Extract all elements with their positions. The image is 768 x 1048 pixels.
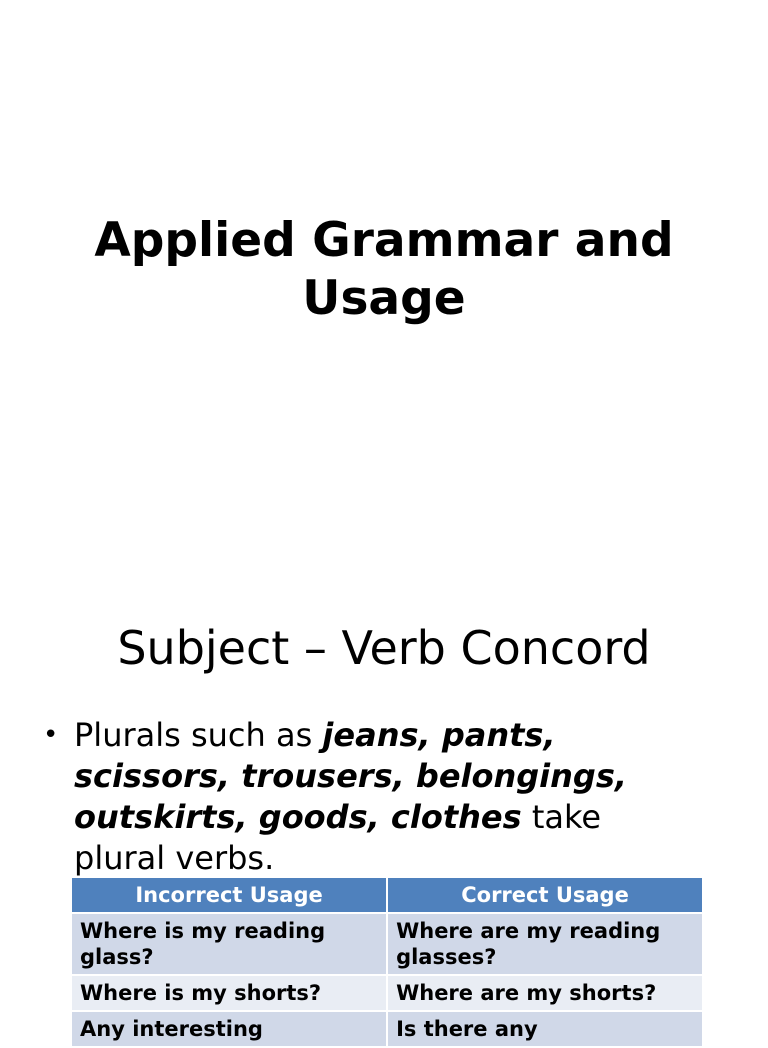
title-line-1: Applied Grammar and [94,213,674,268]
header-incorrect-usage: Incorrect Usage [71,877,387,913]
bullet-emphasis-1: jeans, pants, [322,716,556,754]
table-row [71,913,703,975]
bullet-emphasis-2: scissors, trousers, belongings, [74,757,628,795]
table-cell-incorrect: Where is my reading glass? [71,913,387,975]
header-correct-usage: Correct Usage [387,877,703,913]
bullet-icon: • [43,720,59,750]
bullet-text [74,715,733,879]
title-line-2: Usage [302,271,466,326]
table-row [71,975,703,1011]
table-header-row [71,877,703,913]
slide-title: Subject – Verb Concord [117,621,651,675]
bullet-text-intro: Plurals such as [74,716,323,754]
table-cell-correct: Is there any [387,1011,703,1047]
table-cell-incorrect: Where is my shorts? [71,975,387,1011]
bullet-text-end: plural verbs. [74,839,275,877]
bullet-emphasis-3: outskirts, goods, clothes [74,798,522,836]
bullet-item [43,715,733,879]
table-cell-correct: Where are my reading glasses? [387,913,703,975]
table-cell-correct: Where are my shorts? [387,975,703,1011]
table-cell-incorrect: Any interesting [71,1011,387,1047]
presentation-title [0,212,768,328]
usage-table [70,876,704,1048]
table-row [71,1011,703,1047]
bullet-text-mid: take [521,798,602,836]
